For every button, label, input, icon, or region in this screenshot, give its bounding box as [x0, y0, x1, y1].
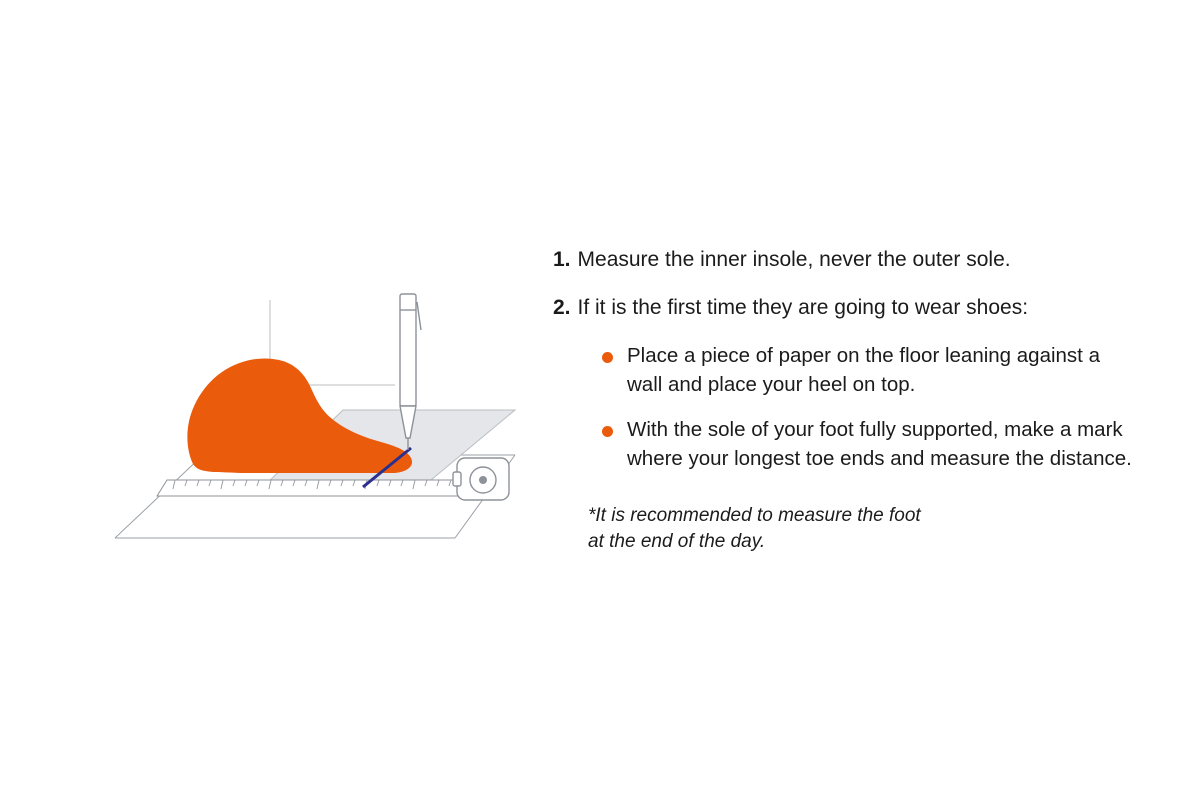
bullet-dot-icon: [602, 426, 613, 437]
step-2-text: If it is the first time they are going to wear shoes:: [577, 296, 1029, 319]
foot-measuring-diagram: [95, 280, 555, 580]
instructions-panel: [553, 245, 1133, 555]
bullet-dot-icon: [602, 352, 613, 363]
step-1-text: Measure the inner insole, never the outer sole.: [577, 248, 1011, 271]
step-1-number: 1.: [553, 248, 571, 271]
tape-measure-case: [453, 458, 509, 500]
instruction-step-2: [553, 293, 1133, 323]
step-2-number: 2.: [553, 296, 571, 319]
footnote: [588, 503, 1133, 555]
list-item: [602, 415, 1133, 473]
footnote-line-2: at the end of the day.: [588, 531, 766, 552]
footnote-line-1: *It is recommended to measure the foot: [588, 505, 921, 526]
bullet-1-text: Place a piece of paper on the floor leaning against a wall and place your heel on top.: [627, 344, 1100, 396]
instruction-step-1: [553, 245, 1133, 275]
list-item: [602, 341, 1133, 399]
bullet-2-text: With the sole of your foot fully supported, make a mark where your longest toe ends and measure the distance.: [627, 418, 1132, 470]
bullet-list: [602, 341, 1133, 473]
